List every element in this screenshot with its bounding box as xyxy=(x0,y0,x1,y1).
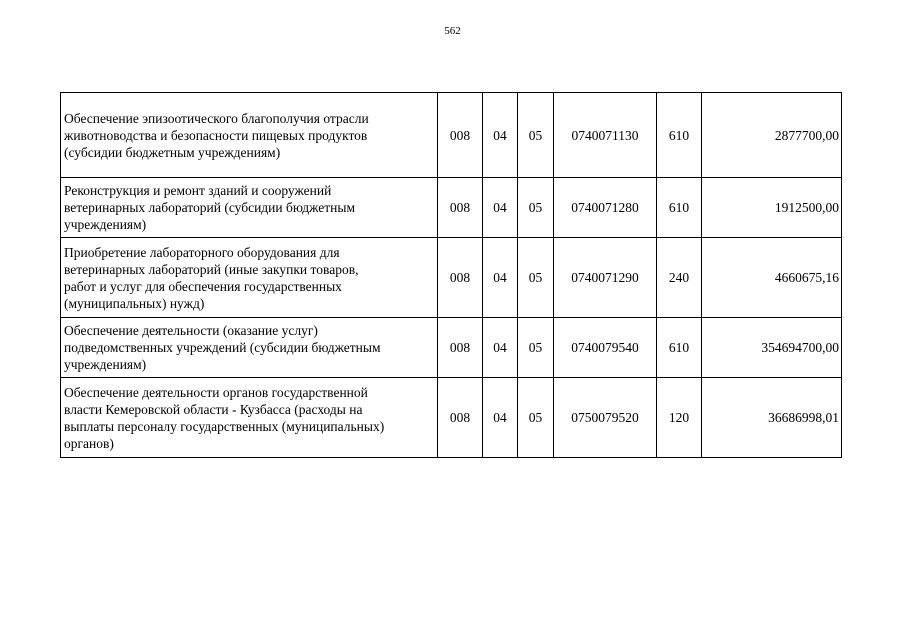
amount-cell: 4660675,16 xyxy=(702,238,842,318)
description-line: выплаты персоналу государственных (муниципальных) xyxy=(64,418,385,434)
subsection-cell: 05 xyxy=(518,378,554,458)
amount-cell: 354694700,00 xyxy=(702,318,842,378)
description-line: работ и услуг для обеспечения государственных xyxy=(64,278,342,294)
target-item-cell: 0750079520 xyxy=(554,378,657,458)
ministry-code-cell: 008 xyxy=(438,93,483,178)
table-row xyxy=(61,93,842,178)
ministry-code-cell: 008 xyxy=(438,378,483,458)
section-cell: 04 xyxy=(483,93,518,178)
page-number: 562 xyxy=(444,25,461,37)
subsection-cell: 05 xyxy=(518,178,554,238)
description-line: органов) xyxy=(64,435,114,451)
ministry-code-cell: 008 xyxy=(438,318,483,378)
description-line: Приобретение лабораторного оборудования для xyxy=(64,244,340,260)
expense-type-cell: 610 xyxy=(657,93,702,178)
expense-type-cell: 610 xyxy=(657,178,702,238)
description-cell xyxy=(61,378,438,458)
ministry-code-cell: 008 xyxy=(438,178,483,238)
description-cell xyxy=(61,318,438,378)
expense-type-cell: 120 xyxy=(657,378,702,458)
description-line: власти Кемеровской области - Кузбасса (расходы на xyxy=(64,401,363,417)
description-cell xyxy=(61,238,438,318)
target-item-cell: 0740071290 xyxy=(554,238,657,318)
table-row xyxy=(61,378,842,458)
section-cell: 04 xyxy=(483,238,518,318)
description-line: учреждениям) xyxy=(64,357,147,372)
description-line: (муниципальных) нужд) xyxy=(64,295,205,311)
amount-cell: 1912500,00 xyxy=(702,178,842,238)
target-item-cell: 0740079540 xyxy=(554,318,657,378)
expense-type-cell: 240 xyxy=(657,238,702,318)
description-line: животноводства и безопасности пищевых продуктов xyxy=(64,127,368,143)
amount-cell: 36686998,01 xyxy=(702,378,842,458)
target-item-cell: 0740071130 xyxy=(554,93,657,178)
description-line: ветеринарных лабораторий (субсидии бюджетным xyxy=(64,200,356,215)
amount-cell: 2877700,00 xyxy=(702,93,842,178)
table-row xyxy=(61,178,842,238)
table-row xyxy=(61,238,842,318)
subsection-cell: 05 xyxy=(518,238,554,318)
expense-type-cell: 610 xyxy=(657,318,702,378)
subsection-cell: 05 xyxy=(518,93,554,178)
description-line: подведомственных учреждений (субсидии бюджетным xyxy=(64,340,381,355)
table-row xyxy=(61,318,842,378)
budget-table xyxy=(60,92,842,458)
description-line: Реконструкция и ремонт зданий и сооружений xyxy=(64,183,332,198)
section-cell: 04 xyxy=(483,318,518,378)
subsection-cell: 05 xyxy=(518,318,554,378)
description-line: Обеспечение деятельности (оказание услуг) xyxy=(64,323,318,338)
description-cell xyxy=(61,178,438,238)
description-line: Обеспечение деятельности органов государственной xyxy=(64,384,368,400)
target-item-cell: 0740071280 xyxy=(554,178,657,238)
description-line: (субсидии бюджетным учреждениям) xyxy=(64,144,281,160)
ministry-code-cell: 008 xyxy=(438,238,483,318)
description-line: ветеринарных лабораторий (иные закупки товаров, xyxy=(64,261,359,277)
description-cell xyxy=(61,93,438,178)
section-cell: 04 xyxy=(483,178,518,238)
description-line: учреждениям) xyxy=(64,217,147,232)
section-cell: 04 xyxy=(483,378,518,458)
description-line: Обеспечение эпизоотического благополучия отрасли xyxy=(64,110,369,126)
